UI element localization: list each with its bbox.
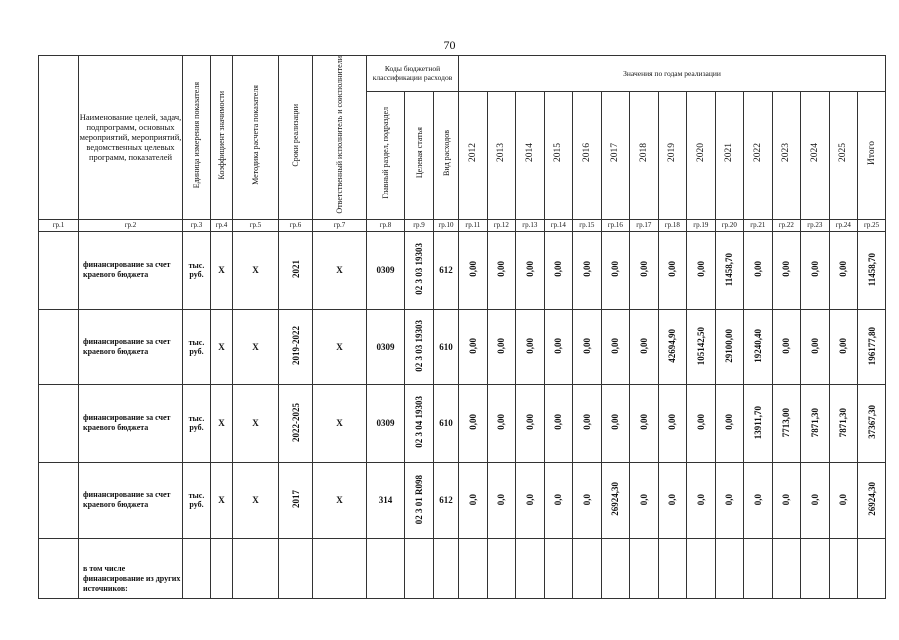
year-header: 2025 (829, 91, 858, 219)
blank-cell (39, 462, 79, 538)
row-name: финансирование за счет краевого бюджета (79, 231, 183, 309)
value-cell: 0,00 (573, 384, 602, 462)
blank-cell (39, 384, 79, 462)
value-cell: 7713,00 (772, 384, 801, 462)
column-number-cell: гр.10 (434, 219, 459, 231)
value-cell: 0,00 (573, 309, 602, 384)
value-cell: 0,0 (487, 462, 516, 538)
value-cell: 0,00 (459, 384, 488, 462)
values-by-year-header: Значения по годам реализации (459, 56, 886, 92)
coef-cell: Х (211, 462, 233, 538)
table-row (39, 462, 886, 538)
value-cell: 0,0 (516, 462, 545, 538)
target-cell: 02 3 03 19303 (405, 231, 434, 309)
table-row (39, 384, 886, 462)
target-header: Целевая статья (405, 91, 434, 219)
value-cell: 19240,40 (744, 309, 773, 384)
page-number: 70 (443, 38, 456, 52)
expense-cell: 610 (434, 384, 459, 462)
responsible-cell: Х (313, 309, 367, 384)
responsible-cell: Х (313, 384, 367, 462)
column-number-cell: гр.15 (573, 219, 602, 231)
responsible-cell: Х (313, 462, 367, 538)
value-cell: 0,0 (573, 462, 602, 538)
expense-header: Вид расходов (434, 91, 459, 219)
column-number-cell: гр.19 (687, 219, 716, 231)
total-cell: 196177,80 (858, 309, 886, 384)
column-number-cell: гр.1 (39, 219, 79, 231)
blank-cell (211, 538, 233, 598)
value-cell: 0,00 (544, 309, 573, 384)
unit-cell: тыс. руб. (183, 384, 211, 462)
total-cell: 11458,70 (858, 231, 886, 309)
column-number-cell: гр.7 (313, 219, 367, 231)
blank-cell (715, 538, 744, 598)
column-numbers-row (39, 219, 886, 231)
table-row (39, 538, 886, 598)
responsible-header: Ответственный исполнитель и соисполнители (313, 56, 367, 220)
table-row (39, 231, 886, 309)
value-cell: 0,00 (715, 384, 744, 462)
method-header: Методика расчета показателя (233, 56, 279, 220)
value-cell: 0,0 (658, 462, 687, 538)
value-cell: 0,00 (630, 309, 659, 384)
value-cell: 105142,50 (687, 309, 716, 384)
blank-cell (367, 538, 405, 598)
budget-table (38, 55, 886, 599)
year-header: 2023 (772, 91, 801, 219)
blank-cell (434, 538, 459, 598)
value-cell: 26924,30 (601, 462, 630, 538)
blank-cell (744, 538, 773, 598)
column-number-cell: гр.18 (658, 219, 687, 231)
value-cell: 0,0 (715, 462, 744, 538)
year-header: 2024 (801, 91, 830, 219)
year-header: 2020 (687, 91, 716, 219)
value-cell: 0,00 (772, 231, 801, 309)
year-header: 2012 (459, 91, 488, 219)
coef-cell: Х (211, 231, 233, 309)
value-cell: 0,0 (772, 462, 801, 538)
method-cell: Х (233, 231, 279, 309)
blank-cell (544, 538, 573, 598)
year-header: 2014 (516, 91, 545, 219)
column-number-cell: гр.6 (279, 219, 313, 231)
section-header: Главный раздел, подраздел (367, 91, 405, 219)
value-cell: 0,0 (829, 462, 858, 538)
value-cell: 0,00 (630, 384, 659, 462)
expense-cell: 612 (434, 231, 459, 309)
value-cell: 0,00 (829, 231, 858, 309)
column-number-cell: гр.9 (405, 219, 434, 231)
name-header: Наименование целей, задач, подпрограмм, основных мероприятий, мероприятий, ведомственных целевых программ, показателей (79, 56, 183, 220)
value-cell: 0,00 (658, 231, 687, 309)
unit-header: Единица измерения показателя (183, 56, 211, 220)
value-cell: 0,00 (459, 309, 488, 384)
value-cell: 0,0 (544, 462, 573, 538)
expense-cell: 610 (434, 309, 459, 384)
column-number-cell: гр.23 (801, 219, 830, 231)
column-number-cell: гр.5 (233, 219, 279, 231)
blank-cell (573, 538, 602, 598)
section-cell: 0309 (367, 231, 405, 309)
budget-codes-header: Коды бюджетной классификации расходов (367, 56, 459, 92)
column-number-cell: гр.20 (715, 219, 744, 231)
value-cell: 0,00 (516, 231, 545, 309)
row-name: финансирование за счет краевого бюджета (79, 384, 183, 462)
value-cell: 0,00 (772, 309, 801, 384)
year-header: 2019 (658, 91, 687, 219)
total-cell: 37367,30 (858, 384, 886, 462)
total-cell: 26924,30 (858, 462, 886, 538)
section-cell: 314 (367, 462, 405, 538)
column-number-cell: гр.16 (601, 219, 630, 231)
year-header: 2013 (487, 91, 516, 219)
value-cell: 0,00 (516, 309, 545, 384)
value-cell: 0,00 (801, 309, 830, 384)
blank-cell (39, 231, 79, 309)
value-cell: 0,00 (487, 384, 516, 462)
value-cell: 13911,70 (744, 384, 773, 462)
responsible-cell: Х (313, 231, 367, 309)
blank-cell (459, 538, 488, 598)
blank-cell (39, 538, 79, 598)
value-cell: 0,00 (516, 384, 545, 462)
blank-cell (687, 538, 716, 598)
column-number-cell: гр.22 (772, 219, 801, 231)
coef-cell: Х (211, 384, 233, 462)
value-cell: 0,0 (687, 462, 716, 538)
coef-cell: Х (211, 309, 233, 384)
blank-cell (487, 538, 516, 598)
col-gr1-header (39, 56, 79, 220)
column-number-cell: гр.4 (211, 219, 233, 231)
blank-cell (772, 538, 801, 598)
column-number-cell: гр.14 (544, 219, 573, 231)
blank-cell (801, 538, 830, 598)
column-number-cell: гр.21 (744, 219, 773, 231)
section-cell: 0309 (367, 309, 405, 384)
column-number-cell: гр.3 (183, 219, 211, 231)
value-cell: 0,00 (544, 384, 573, 462)
value-cell: 0,00 (487, 231, 516, 309)
value-cell: 0,00 (573, 231, 602, 309)
blank-cell (279, 538, 313, 598)
value-cell: 0,00 (630, 231, 659, 309)
year-header: 2016 (573, 91, 602, 219)
value-cell: 0,00 (801, 231, 830, 309)
blank-cell (630, 538, 659, 598)
term-cell: 2022-2025 (279, 384, 313, 462)
blank-cell (405, 538, 434, 598)
year-header: 2022 (744, 91, 773, 219)
expense-cell: 612 (434, 462, 459, 538)
blank-cell (313, 538, 367, 598)
row-name: финансирование за счет краевого бюджета (79, 309, 183, 384)
total-header: Итого (858, 91, 886, 219)
value-cell: 0,00 (487, 309, 516, 384)
unit-cell: тыс. руб. (183, 462, 211, 538)
value-cell: 42694,90 (658, 309, 687, 384)
value-cell: 0,0 (630, 462, 659, 538)
value-cell: 7871,30 (801, 384, 830, 462)
value-cell: 0,0 (459, 462, 488, 538)
blank-cell (516, 538, 545, 598)
value-cell: 0,00 (744, 231, 773, 309)
blank-cell (858, 538, 886, 598)
blank-cell (39, 309, 79, 384)
unit-cell: тыс. руб. (183, 309, 211, 384)
column-number-cell: гр.2 (79, 219, 183, 231)
section-cell: 0309 (367, 384, 405, 462)
coef-header: Коэффициент значимости (211, 56, 233, 220)
method-cell: Х (233, 462, 279, 538)
column-number-cell: гр.11 (459, 219, 488, 231)
term-cell: 2017 (279, 462, 313, 538)
row-name: финансирование за счет краевого бюджета (79, 462, 183, 538)
target-cell: 02 3 04 19303 (405, 384, 434, 462)
year-header: 2021 (715, 91, 744, 219)
value-cell: 29100,00 (715, 309, 744, 384)
column-number-cell: гр.25 (858, 219, 886, 231)
column-number-cell: гр.24 (829, 219, 858, 231)
value-cell: 0,00 (687, 384, 716, 462)
value-cell: 11458,70 (715, 231, 744, 309)
value-cell: 7871,30 (829, 384, 858, 462)
target-cell: 02 3 03 19303 (405, 309, 434, 384)
term-cell: 2019-2022 (279, 309, 313, 384)
value-cell: 0,00 (459, 231, 488, 309)
table-row (39, 309, 886, 384)
target-cell: 02 3 01 R098 (405, 462, 434, 538)
value-cell: 0,0 (744, 462, 773, 538)
term-cell: 2021 (279, 231, 313, 309)
column-number-cell: гр.13 (516, 219, 545, 231)
value-cell: 0,00 (687, 231, 716, 309)
method-cell: Х (233, 384, 279, 462)
column-number-cell: гр.8 (367, 219, 405, 231)
value-cell: 0,00 (601, 309, 630, 384)
value-cell: 0,00 (601, 384, 630, 462)
year-header: 2018 (630, 91, 659, 219)
column-number-cell: гр.12 (487, 219, 516, 231)
blank-cell (233, 538, 279, 598)
value-cell: 0,0 (801, 462, 830, 538)
value-cell: 0,00 (601, 231, 630, 309)
blank-cell (658, 538, 687, 598)
blank-cell (601, 538, 630, 598)
unit-cell: тыс. руб. (183, 231, 211, 309)
value-cell: 0,00 (658, 384, 687, 462)
year-header: 2017 (601, 91, 630, 219)
term-header: Сроки реализации (279, 56, 313, 220)
column-number-cell: гр.17 (630, 219, 659, 231)
method-cell: Х (233, 309, 279, 384)
value-cell: 0,00 (544, 231, 573, 309)
year-header: 2015 (544, 91, 573, 219)
blank-cell (829, 538, 858, 598)
value-cell: 0,00 (829, 309, 858, 384)
other-sources-label: в том числе финансирование из других источников: (79, 538, 183, 598)
blank-cell (183, 538, 211, 598)
